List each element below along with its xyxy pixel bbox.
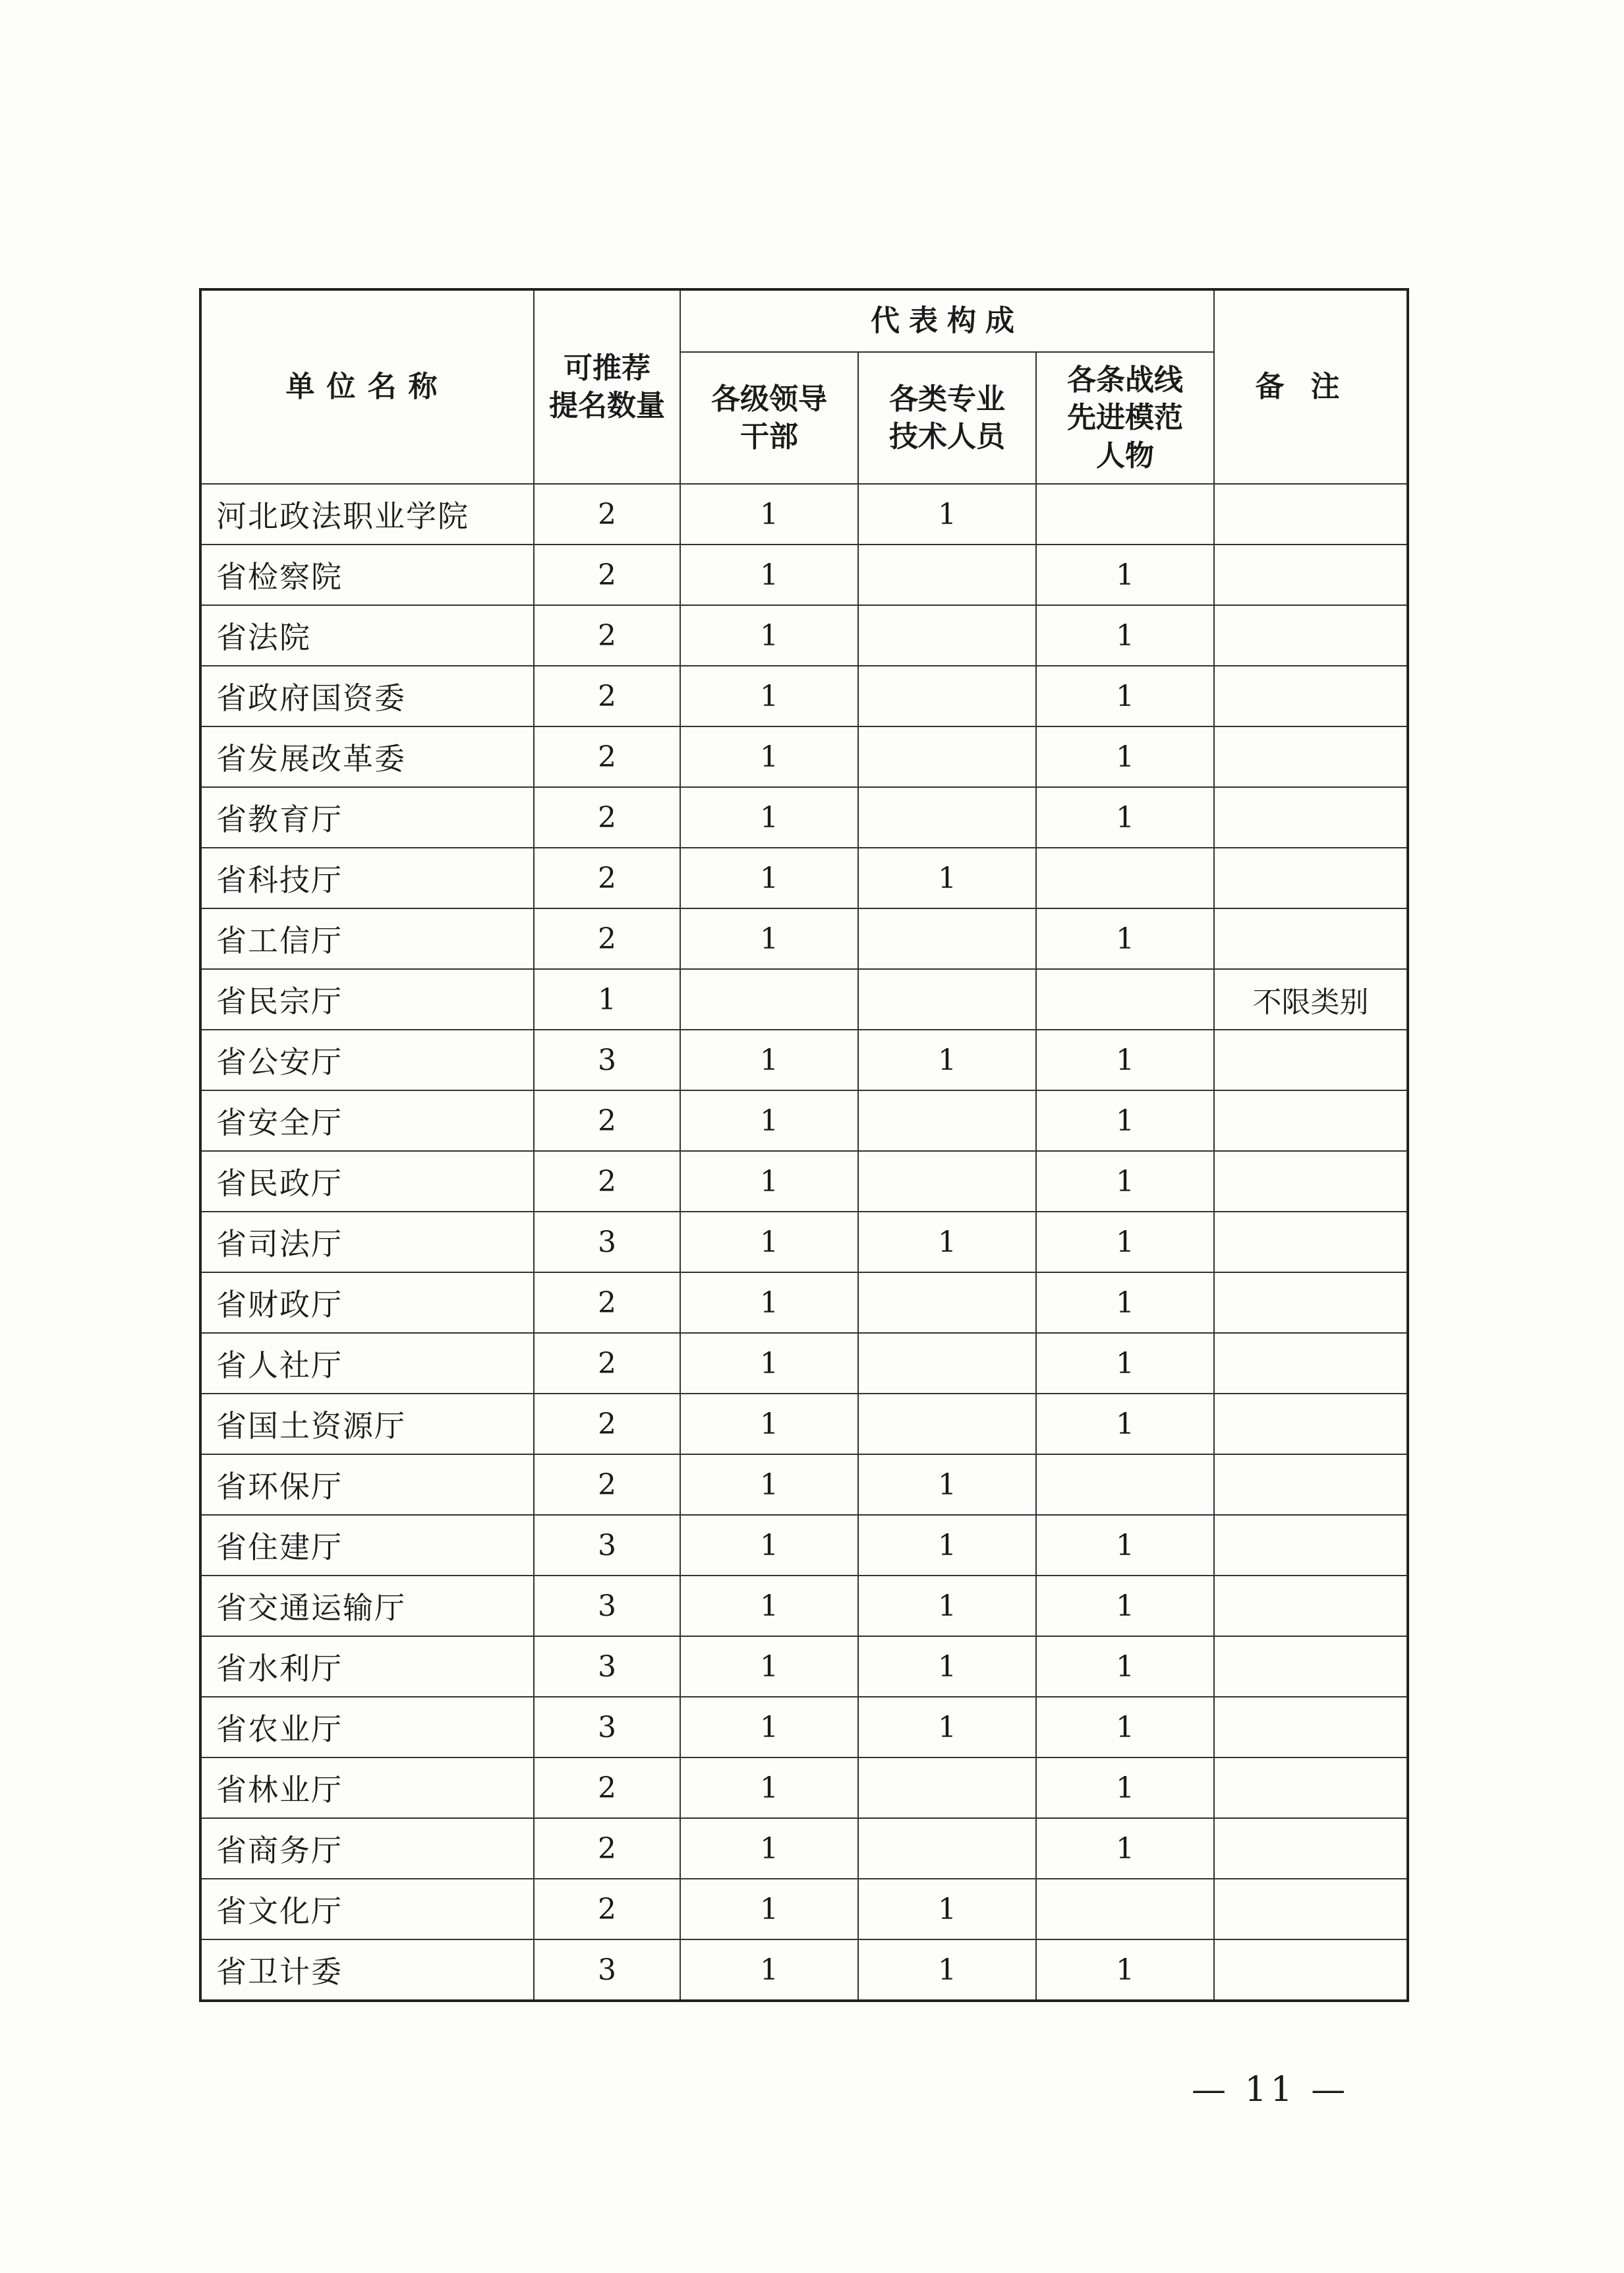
cell-remark [1214, 848, 1408, 908]
cell-leaders: 1 [680, 545, 858, 605]
cell-remark [1214, 1151, 1408, 1212]
table-row [200, 1818, 1408, 1879]
cell-unit-name: 省民宗厅 [200, 969, 534, 1030]
table-row [200, 1212, 1408, 1272]
cell-remark [1214, 908, 1408, 969]
cell-leaders: 1 [680, 1333, 858, 1394]
cell-quota: 3 [534, 1576, 680, 1636]
header-leaders-line2: 干部 [740, 420, 798, 454]
cell-unit-name: 省林业厅 [200, 1757, 534, 1818]
cell-tech: 1 [858, 484, 1036, 545]
cell-unit-name: 省科技厅 [200, 848, 534, 908]
cell-models: 1 [1036, 1090, 1214, 1151]
cell-quota: 3 [534, 1697, 680, 1757]
table-row [200, 969, 1408, 1030]
cell-leaders: 1 [680, 1697, 858, 1757]
table-row [200, 1515, 1408, 1576]
header-tech-line1: 各类专业 [889, 382, 1005, 416]
cell-tech: 1 [858, 1879, 1036, 1939]
nomination-quota-table [199, 288, 1409, 2002]
cell-tech [858, 1333, 1036, 1394]
cell-remark [1214, 1212, 1408, 1272]
cell-models: 1 [1036, 545, 1214, 605]
cell-unit-name: 河北政法职业学院 [200, 484, 534, 545]
cell-leaders: 1 [680, 1757, 858, 1818]
cell-quota: 2 [534, 1454, 680, 1515]
cell-tech [858, 969, 1036, 1030]
cell-remark [1214, 484, 1408, 545]
cell-remark [1214, 666, 1408, 726]
cell-unit-name: 省财政厅 [200, 1272, 534, 1333]
cell-tech [858, 1090, 1036, 1151]
cell-leaders: 1 [680, 908, 858, 969]
cell-leaders: 1 [680, 787, 858, 848]
cell-unit-name: 省商务厅 [200, 1818, 534, 1879]
table-row [200, 848, 1408, 908]
cell-tech [858, 1151, 1036, 1212]
cell-unit-name: 省环保厅 [200, 1454, 534, 1515]
table-row [200, 787, 1408, 848]
cell-models: 1 [1036, 1515, 1214, 1576]
header-quota-line1: 可推荐 [564, 351, 651, 385]
cell-quota: 2 [534, 848, 680, 908]
table-row [200, 1939, 1408, 2001]
cell-remark [1214, 1272, 1408, 1333]
cell-unit-name: 省发展改革委 [200, 726, 534, 787]
header-models-line1: 各条战线 [1067, 363, 1183, 398]
cell-tech [858, 787, 1036, 848]
header-tech [858, 352, 1036, 484]
header-models-line2: 先进模范 [1067, 401, 1183, 435]
cell-quota: 2 [534, 605, 680, 666]
header-unit-name: 单位名称 [200, 289, 534, 484]
table-row [200, 1333, 1408, 1394]
table-row [200, 1151, 1408, 1212]
cell-tech [858, 605, 1036, 666]
cell-quota: 2 [534, 1394, 680, 1454]
cell-leaders: 1 [680, 1090, 858, 1151]
table-row [200, 1030, 1408, 1090]
cell-leaders: 1 [680, 1515, 858, 1576]
cell-remark [1214, 1757, 1408, 1818]
cell-remark [1214, 1818, 1408, 1879]
cell-quota: 2 [534, 726, 680, 787]
cell-unit-name: 省工信厅 [200, 908, 534, 969]
cell-remark [1214, 1394, 1408, 1454]
cell-tech: 1 [858, 1939, 1036, 2001]
cell-models: 1 [1036, 1939, 1214, 2001]
cell-remark [1214, 1697, 1408, 1757]
cell-models [1036, 484, 1214, 545]
cell-unit-name: 省教育厅 [200, 787, 534, 848]
cell-leaders: 1 [680, 1454, 858, 1515]
header-remarks: 备注 [1214, 289, 1408, 484]
table-row [200, 484, 1408, 545]
cell-tech: 1 [858, 1636, 1036, 1697]
cell-remark [1214, 1939, 1408, 2001]
table-row [200, 1454, 1408, 1515]
table-row [200, 666, 1408, 726]
cell-tech [858, 666, 1036, 726]
cell-models [1036, 969, 1214, 1030]
cell-tech: 1 [858, 1212, 1036, 1272]
cell-leaders: 1 [680, 726, 858, 787]
cell-tech: 1 [858, 1576, 1036, 1636]
cell-models: 1 [1036, 1333, 1214, 1394]
page-number: — 11 — [1192, 2070, 1350, 2110]
cell-quota: 2 [534, 1151, 680, 1212]
cell-quota: 2 [534, 908, 680, 969]
table-body [200, 484, 1408, 2001]
cell-tech: 1 [858, 848, 1036, 908]
cell-unit-name: 省水利厅 [200, 1636, 534, 1697]
cell-tech [858, 545, 1036, 605]
cell-quota: 2 [534, 1333, 680, 1394]
header-tech-line2: 技术人员 [889, 420, 1005, 454]
cell-leaders: 1 [680, 1151, 858, 1212]
cell-models [1036, 1879, 1214, 1939]
cell-quota: 3 [534, 1515, 680, 1576]
cell-leaders: 1 [680, 1576, 858, 1636]
cell-models: 1 [1036, 1576, 1214, 1636]
cell-unit-name: 省住建厅 [200, 1515, 534, 1576]
cell-models: 1 [1036, 1636, 1214, 1697]
cell-tech [858, 726, 1036, 787]
cell-leaders: 1 [680, 1394, 858, 1454]
cell-remark: 不限类别 [1214, 969, 1408, 1030]
cell-quota: 2 [534, 1879, 680, 1939]
cell-unit-name: 省国土资源厅 [200, 1394, 534, 1454]
header-composition: 代表构成 [680, 289, 1214, 352]
cell-models: 1 [1036, 787, 1214, 848]
cell-unit-name: 省政府国资委 [200, 666, 534, 726]
cell-quota: 3 [534, 1030, 680, 1090]
table-row [200, 1636, 1408, 1697]
cell-tech [858, 1272, 1036, 1333]
table-row [200, 605, 1408, 666]
table-row [200, 1879, 1408, 1939]
cell-remark [1214, 605, 1408, 666]
cell-tech: 1 [858, 1030, 1036, 1090]
cell-unit-name: 省民政厅 [200, 1151, 534, 1212]
cell-remark [1214, 1515, 1408, 1576]
header-leaders [680, 352, 858, 484]
cell-quota: 3 [534, 1939, 680, 2001]
cell-unit-name: 省交通运输厅 [200, 1576, 534, 1636]
cell-leaders: 1 [680, 484, 858, 545]
cell-tech: 1 [858, 1697, 1036, 1757]
cell-remark [1214, 1879, 1408, 1939]
cell-remark [1214, 545, 1408, 605]
table-row [200, 1697, 1408, 1757]
header-quota-line2: 提名数量 [549, 389, 665, 423]
header-models-line3: 人物 [1096, 438, 1154, 473]
cell-remark [1214, 726, 1408, 787]
cell-models: 1 [1036, 666, 1214, 726]
cell-quota: 2 [534, 1272, 680, 1333]
cell-leaders: 1 [680, 1879, 858, 1939]
header-leaders-line1: 各级领导 [711, 382, 827, 416]
cell-quota: 2 [534, 1757, 680, 1818]
cell-unit-name: 省卫计委 [200, 1939, 534, 2001]
cell-quota: 2 [534, 787, 680, 848]
cell-remark [1214, 1576, 1408, 1636]
table-row [200, 545, 1408, 605]
cell-models: 1 [1036, 908, 1214, 969]
cell-remark [1214, 1333, 1408, 1394]
cell-models: 1 [1036, 605, 1214, 666]
cell-unit-name: 省农业厅 [200, 1697, 534, 1757]
cell-unit-name: 省法院 [200, 605, 534, 666]
cell-leaders: 1 [680, 1030, 858, 1090]
cell-models [1036, 848, 1214, 908]
cell-leaders: 1 [680, 666, 858, 726]
cell-tech [858, 1757, 1036, 1818]
cell-models: 1 [1036, 1697, 1214, 1757]
cell-quota: 3 [534, 1636, 680, 1697]
cell-leaders: 1 [680, 1818, 858, 1879]
cell-models: 1 [1036, 1394, 1214, 1454]
cell-leaders: 1 [680, 1212, 858, 1272]
cell-leaders: 1 [680, 1272, 858, 1333]
cell-quota: 2 [534, 1818, 680, 1879]
cell-quota: 2 [534, 545, 680, 605]
table-row [200, 726, 1408, 787]
cell-tech [858, 908, 1036, 969]
cell-unit-name: 省公安厅 [200, 1030, 534, 1090]
cell-models: 1 [1036, 1757, 1214, 1818]
cell-quota: 2 [534, 666, 680, 726]
cell-tech [858, 1394, 1036, 1454]
table-row [200, 1272, 1408, 1333]
cell-unit-name: 省司法厅 [200, 1212, 534, 1272]
cell-leaders: 1 [680, 848, 858, 908]
table-header [200, 289, 1408, 484]
cell-models [1036, 1454, 1214, 1515]
cell-tech: 1 [858, 1454, 1036, 1515]
cell-unit-name: 省文化厅 [200, 1879, 534, 1939]
cell-tech [858, 1818, 1036, 1879]
cell-quota: 2 [534, 1090, 680, 1151]
cell-unit-name: 省安全厅 [200, 1090, 534, 1151]
cell-models: 1 [1036, 1818, 1214, 1879]
table-row [200, 1090, 1408, 1151]
cell-leaders [680, 969, 858, 1030]
cell-unit-name: 省检察院 [200, 545, 534, 605]
cell-leaders: 1 [680, 1939, 858, 2001]
table-row [200, 908, 1408, 969]
cell-leaders: 1 [680, 1636, 858, 1697]
cell-models: 1 [1036, 726, 1214, 787]
cell-remark [1214, 1030, 1408, 1090]
cell-quota: 2 [534, 484, 680, 545]
cell-remark [1214, 1636, 1408, 1697]
cell-tech: 1 [858, 1515, 1036, 1576]
table-row [200, 1576, 1408, 1636]
table-row [200, 1757, 1408, 1818]
cell-remark [1214, 1454, 1408, 1515]
cell-quota: 3 [534, 1212, 680, 1272]
cell-models: 1 [1036, 1151, 1214, 1212]
cell-quota: 1 [534, 969, 680, 1030]
cell-unit-name: 省人社厅 [200, 1333, 534, 1394]
cell-models: 1 [1036, 1030, 1214, 1090]
cell-leaders: 1 [680, 605, 858, 666]
header-models [1036, 352, 1214, 484]
header-quota [534, 289, 680, 484]
cell-models: 1 [1036, 1272, 1214, 1333]
cell-models: 1 [1036, 1212, 1214, 1272]
cell-remark [1214, 1090, 1408, 1151]
cell-remark [1214, 787, 1408, 848]
table-row [200, 1394, 1408, 1454]
